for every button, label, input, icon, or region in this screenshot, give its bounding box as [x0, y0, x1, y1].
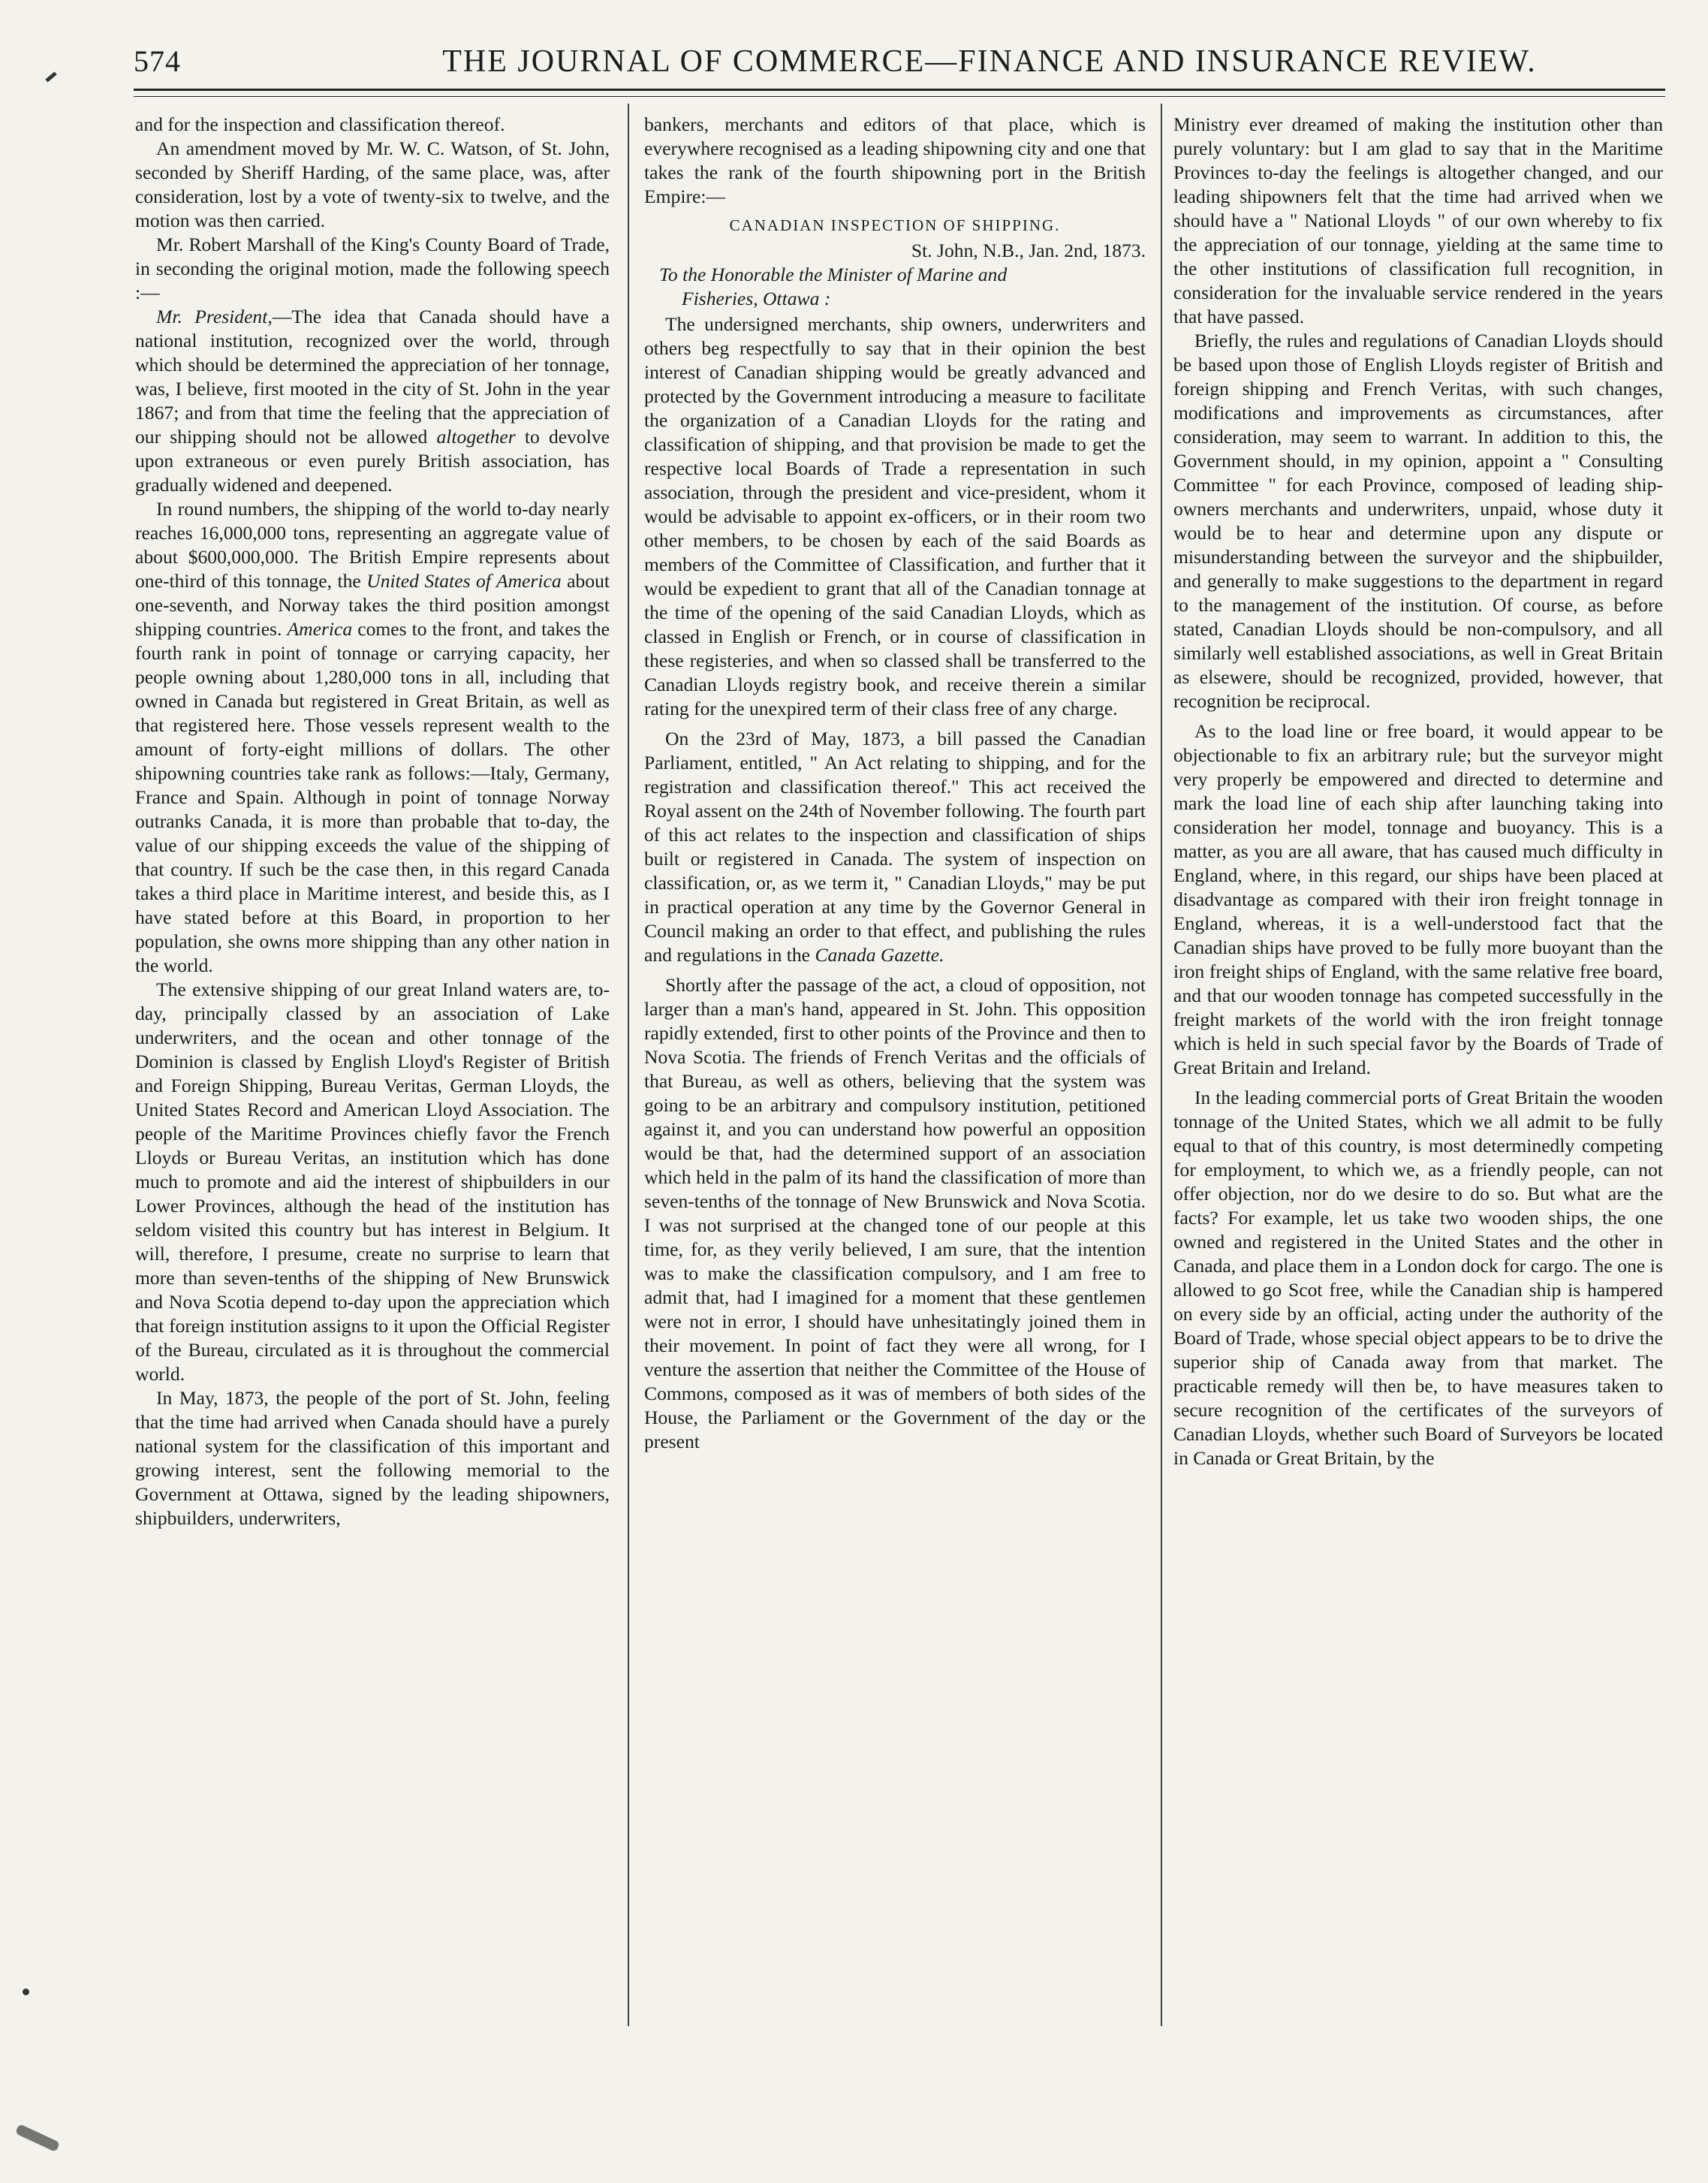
paragraph: bankers, merchants and editors of that place, which is everywhere recognised as a leading shipowning city and one that takes the rank of the fourth shipowning port in the British Empire:— — [644, 113, 1146, 207]
speaker-salutation: Mr. President, — [156, 306, 273, 327]
running-title: THE JOURNAL OF COMMERCE—FINANCE AND INSURANCE REVIEW. — [442, 44, 1537, 79]
text-run: In round numbers, the shipping of the world to-day nearly reaches 16,000,000 tons, representing an aggregate value of about $600,000,000. The British Empire represents about one-third of this tonnage, the — [135, 498, 610, 592]
paragraph: and for the inspection and classification thereof. — [135, 113, 505, 135]
paragraph: As to the load line or free board, it would appear to be objectionable to fix an arbitrary rule; but the surveyor might very properly be empowered and directed to determine and mark the load line of each ship after launching taking into consideration her model, tonnage and buoyancy. This is a matter, as you are all aware, that has caused much difficulty in England, where, in this regard, our ships have been placed at disadvantage as compared with their iron freight tonnage in England, whereas, it is a well-understood fact that the Canadian ships have proved to be fully more buoyant than the iron freight ships of England, with the same relative free board, and that our wooden tonnage has competed successfully in the freight markets of the world with the iron freight tonnage which is held in such special favor by the Boards of Trade of Great Britain and Ireland. — [1173, 720, 1663, 1078]
column-divider — [1161, 104, 1162, 2026]
header-rule — [134, 89, 1665, 91]
italic-text: United States of America — [366, 570, 562, 592]
paragraph: Briefly, the rules and regulations of Canadian Lloyds should be based upon those of English Lloyds register of British and foreign shipping and French Veritas, with such changes, modifications and improvements as circumstances, after consideration, may seem to warrant. In addition to this, the Government should, in my opinion, appoint a " Consulting Committee " for each Province, composed of leading ship-owners merchants and underwriters, unpaid, whose duty it would be to hear and determine upon any dispute or misunderstanding between the surveyor and the shipbuilder, and generally to make suggestions to the department in regard to the management of the institution. Of course, as before stated, Canadian Lloyds should be non-compulsory, and all similarly well established associations, as well in Great Britain as elsewere, should be recognized, provided, however, that recognition be reciprocal. — [1173, 330, 1663, 712]
column-divider — [628, 104, 629, 2026]
column-1 — [135, 113, 610, 2035]
italic-text: Canada Gazette. — [815, 944, 944, 966]
paragraph: An amendment moved by Mr. W. C. Watson, of St. John, seconded by Sheriff Harding, of the same place, was, after consideration, lost by a vote of twenty-six to twelve, and the motion was then carried. — [135, 137, 610, 231]
text-run: —The idea that Canada should have a national institution, recognized over the world, through which should be determined the appreciation of her tonnage, was, I believe, first mooted in the city of St. John in the year 1867; and from that time the feeling that the appreciation of our shipping should not be allowed — [135, 306, 610, 448]
page-number: 574 — [134, 44, 181, 78]
italic-text: altogether — [436, 426, 516, 448]
text-run: On the 23rd of May, 1873, a bill passed the Canadian Parliament, entitled, " An Act relating to shipping, and for the registration and classification thereof." This act received the Royal assent on the 24th of November following. The fourth part of this act relates to the inspection and classification of ships built or registered in Canada. The system of inspection on classification, or, as we term it, " Canadian Lloyds," may be put in practical operation at any time by the Governor General in Council making an order to that effect, and publishing the rules and regulations in the — [644, 728, 1146, 966]
column-2 — [644, 113, 1146, 2035]
ink-spot — [23, 1989, 29, 1995]
dateline: St. John, N.B., Jan. 2nd, 1873. — [911, 240, 1146, 261]
italic-text: America — [287, 618, 353, 640]
header-rule-thin — [134, 96, 1665, 97]
paragraph: Shortly after the passage of the act, a cloud of opposition, not larger than a man's hand, appeared in St. John. This opposition rapidly extended, first to other points of the Province and then to Nova Scotia. The friends of French Veritas and the officials of that Bureau, as well as others, believing that the system was going to be an arbitrary and compulsory institution, petitioned against it, and you can understand how powerful an opposition would be that, had the determined support of an association which held in the palm of its hand the classification of more than seven-tenths of the tonnage of New Brunswick and Nova Scotia. I was not surprised at the changed tone of our people at this time, for, as they verily believed, I am sure, that the intention was to make the classification compulsory, and I am free to admit that, had I imagined for a moment that these gentlemen were not in error, I should have unhesitatingly joined them in their movement. In point of fact they were all wrong, for I venture the assertion that neither the Committee of the House of Commons, composed as it was of members of both sides of the House, the Parliament or the Government of the day or the present — [644, 974, 1146, 1452]
column-3 — [1173, 113, 1663, 2035]
paragraph — [135, 305, 610, 497]
memorial-address: Fisheries, Ottawa : — [682, 288, 831, 309]
paragraph: Ministry ever dreamed of making the institution other than purely voluntary: but I am glad to say that in the Maritime Provinces to-day the feelings is altogether changed, and our leading shipowners felt that the time had arrived when we should have a " National Lloyds " of our own whereby to fix the appreciation of our tonnage, yielding at the same time to the other institutions of classification full recognition, in consideration for the invaluable service rendered in the years that have passed. — [1173, 113, 1663, 327]
paragraph: Mr. Robert Marshall of the King's County Board of Trade, in seconding the original motion, made the following speech :— — [135, 234, 610, 303]
paragraph: The extensive shipping of our great Inland waters are, to-day, principally classed by an association of Lake underwriters, and the ocean and other tonnage of the Dominion is classed by English Lloyd's Register of British and Foreign Shipping, Bureau Veritas, German Lloyds, the United States Record and American Lloyd Association. The people of the Maritime Provinces chiefly favor the French Lloyds or Bureau Veritas, an institution which has done much to promote and aid the interest of shipbuilders in our Lower Provinces, although the head of the institution has seldom visited this country but has interest in Belgium. It will, therefore, I presume, create no surprise to learn that more than seven-tenths of the shipping of New Brunswick and Nova Scotia depend to-day upon the appreciation which that foreign institution assigns to it upon the Official Register of the Bureau, circulated as it is throughout the commercial world. — [135, 978, 610, 1385]
memorial-heading: CANADIAN INSPECTION OF SHIPPING. — [729, 216, 1061, 234]
paragraph — [135, 497, 610, 978]
paragraph: In May, 1873, the people of the port of St. John, feeling that the time had arrived when Canada should have a purely national system for the classification of this important and growing interest, sent the following memorial to the Government at Ottawa, signed by the leading shipowners, shipbuilders, underwriters, — [135, 1387, 610, 1529]
ink-smudge — [15, 2124, 60, 2152]
text-run: about one-seventh, and Norway takes the third position amongst shipping countries. — [135, 570, 610, 640]
text-run: comes to the front, and takes the fourth rank in point of tonnage or carrying capacity, her people owning about 1,280,000 tons in all, including that owned in Canada but registered in Great Britain, as well as that registered here. Those vessels represent wealth to the amount of forty-eight millions of dollars. The other shipowning countries take rank as follows:—Italy, Germany, France and Spain. Although in point of tonnage Norway outranks Canada, it is more than probable that to-day, the value of our shipping exceeds the value of the shipping of that country. If such be the case then, in this regard Canada takes a third place in Maritime interest, and beside this, as I have stated before at this Board, in proportion to her population, she owns more shipping than any other nation in the world. — [135, 618, 610, 976]
memorial-address: To the Honorable the Minister of Marine and — [659, 264, 1008, 285]
paragraph: The undersigned merchants, ship owners, underwriters and others beg respectfully to say that in their opinion the best interest of Canadian shipping would be greatly advanced and protected by the Government introducing a measure to facilitate the organization of a Canadian Lloyds for the rating and classification of shipping, and that provision be made to get the respective local Boards of Trade a representation in such association, through the president and vice-president, whom it would be advisable to appoint ex-officers, or in their room two other members, to be chosen by each of the said Boards as members of the Committee of Classification, and further that it would be expedient to grant that all of the Canadian tonnage at the time of the opening of the said Canadian Lloyds, which as classed in English or French, or in course of classification in these registeries, and when so classed shall be transferred to the Canadian Lloyds registry book, and receive therein a similar rating for the unexpired term of their class free of any charge. — [644, 313, 1146, 719]
paragraph: In the leading commercial ports of Great Britain the wooden tonnage of the United States, which we all admit to be fully equal to that of this country, is most determinedly competing for employment, to which we, as a friendly people, can not offer objection, nor do we desire to do so. But what are the facts? For example, let us take two wooden ships, the one owned and registered in the United States and the other in Canada, and place them in a London dock for cargo. The one is allowed to go Scot free, while the Canadian ship is hampered on every side by an official, acting under the authority of the Board of Trade, whose special object appears to be to drive the superior ship of Canada away from that market. The practicable remedy will then be, to have measures taken to secure recognition of the certificates of the surveyors of Canadian Lloyds, whether such Board of Surveyors be located in Canada or Great Britain, by the — [1173, 1087, 1663, 1469]
text-run: to devolve upon extraneous or even purely British association, has gradually widened and deepened. — [135, 426, 610, 496]
margin-mark — [45, 71, 56, 82]
paragraph — [644, 727, 1146, 967]
